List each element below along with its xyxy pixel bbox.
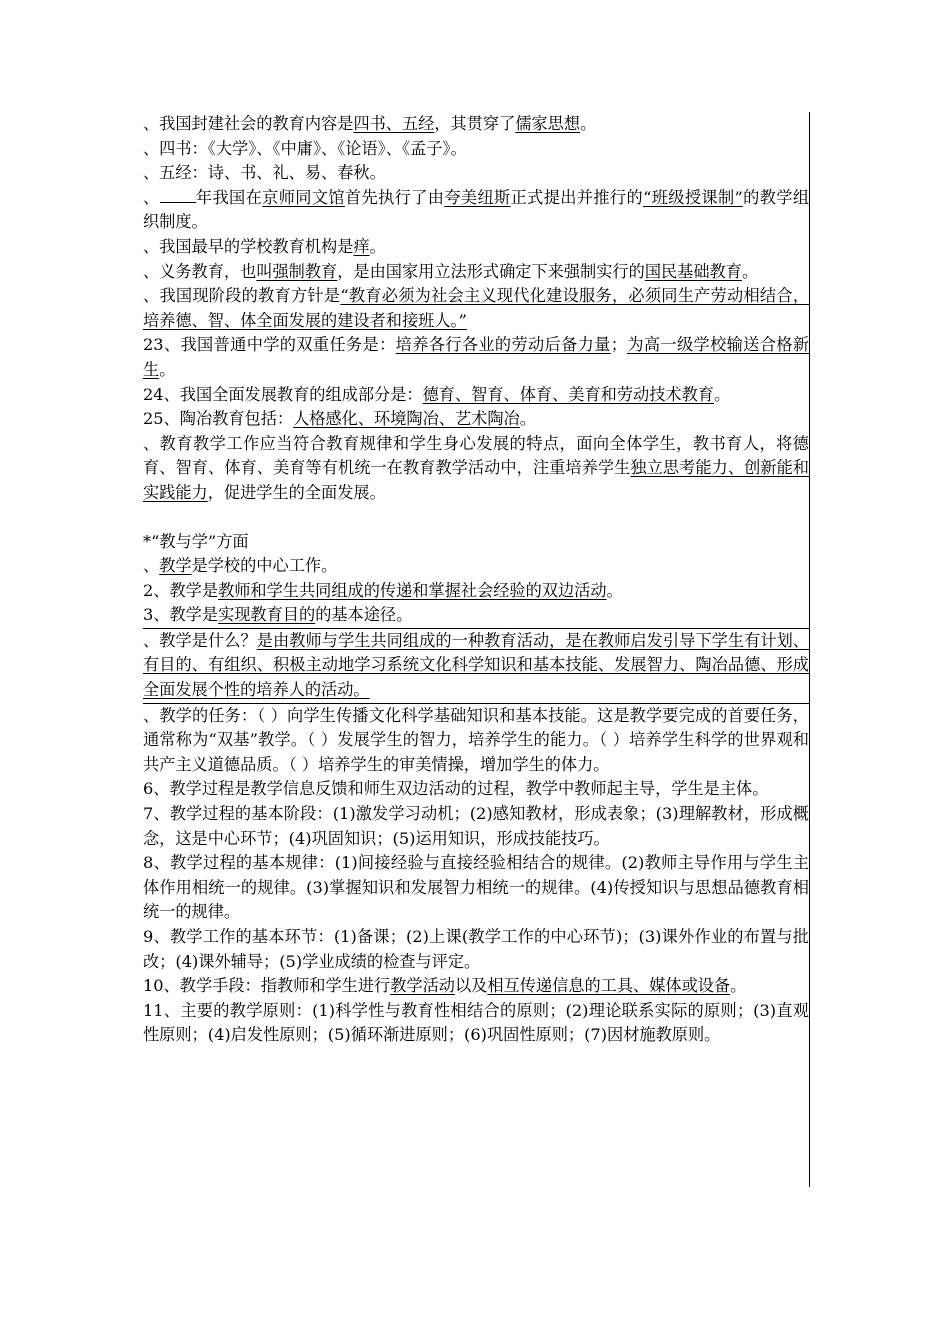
underlined-text: 国民基础教育	[644, 261, 742, 281]
paragraph	[143, 554, 809, 579]
text: 以及	[454, 976, 488, 996]
underlined-text: 为高一级学校输送合格新生	[143, 335, 810, 379]
underlined-text: 教师和学生共同组成的传递和掌握社会经验的双边活动	[218, 580, 607, 600]
underlined-text: 教学活动	[390, 976, 455, 996]
text: 年我国在	[195, 187, 263, 207]
spacer	[143, 506, 809, 530]
paragraph: 11、主要的教学原则：(1)科学性与教育性相结合的原则；(2)理论联系实际的原则；(3)直观性原则；(4)启发性原则；(5)循环渐进原则；(6)巩固性原则；(7)因材施教原则。	[143, 1000, 809, 1045]
underlined-text: 痒	[353, 236, 370, 256]
fill-blank	[160, 188, 196, 203]
text: ，促进学生的全面发展。	[207, 482, 386, 502]
text: 23、我国普通中学的双重任务是：	[143, 335, 396, 355]
paragraph: 8、教学过程的基本规律：(1)间接经验与直接经验相结合的规律。(2)教师主导作用与学生主体作用相统一的规律。(3)掌握知识和发展智力相统一的规律。(4)传授知识与思想品德教育相统一的规律。	[143, 853, 809, 922]
underlined-text: 叫强制教育	[256, 261, 338, 281]
text: 10、教学手段：指教师和学生进行	[143, 976, 391, 996]
text: 。	[606, 580, 623, 600]
text: 。	[159, 359, 176, 379]
underlined-text: 儒家思想	[515, 114, 581, 133]
underlined-text: 德育、智育、体育、美育和劳动技术教育	[422, 384, 714, 404]
text: 、我国现阶段的教育方针是	[143, 286, 341, 306]
text: 、教育教学工作应当符合教育规律和学生身心发展的特点，面向全体学生，教书育人，将德育、智育、体育、美育等有机统一在教育教学活动中，注重培养学生	[143, 433, 809, 478]
underlined-text: 独立思考能力、创新能和实践能力	[143, 458, 809, 502]
text: ，是由国家用立法形式确定下来强制实行的	[337, 261, 645, 281]
text: 的教学组织制度。	[143, 187, 810, 232]
paragraph	[143, 383, 809, 408]
underlined-text: 四书、五经	[353, 114, 435, 133]
underlined-text: 京师同文馆	[262, 187, 345, 207]
paragraph	[143, 260, 809, 285]
text: 是学校的中心工作。	[191, 556, 338, 576]
paragraph	[143, 432, 809, 506]
text: 的基本途径。	[315, 605, 413, 625]
underlined-text: “教育必须为社会主义现代化建设服务，必须同生产劳动相结合，培养德、智、体全面发展的建设者和接班人。”	[143, 286, 810, 330]
section-heading: *“教与学”方面	[143, 531, 249, 551]
text: ；	[610, 335, 627, 355]
underlined-text: 培养各行各业的劳动后备力量	[395, 335, 611, 355]
paragraph	[143, 579, 809, 604]
underlined-text: 人格感化、环境陶冶、艺术陶冶	[293, 409, 520, 429]
text: 。	[369, 236, 386, 256]
paragraph	[143, 284, 809, 333]
text: 、我国封建社会的教育内容是	[143, 114, 354, 133]
underlined-text: 是由教师与学生共同组成的一种教育活动，是在教师启发引导下学生有计划、有目的、有组织、积极主动地学习系统文化科学知识和基本技能、发展智力、陶冶品德、形成全面发展个性的培养人的活动。	[143, 630, 809, 700]
text: 正式提出并推行的	[510, 187, 644, 207]
text: 首先执行了由	[344, 187, 445, 207]
text: 。	[713, 384, 731, 404]
paragraph: 、教学的任务：（ ）向学生传播文化科学基础知识和基本技能。这是教学要完成的首要任务，通常称为“双基”教学。（ ）发展学生的智力，培养学生的能力。（ ）培养学生科学的世界观和共产主义道德品质。（ ）培养学生的审美情操，增加学生的体力。	[143, 705, 809, 774]
document-page	[143, 112, 810, 1187]
text: 2、教学是	[143, 580, 219, 600]
underlined-text: 实现教育目的	[218, 605, 316, 625]
text: 。	[580, 114, 597, 133]
text: 、	[143, 556, 160, 576]
underlined-text: 夸美纽斯	[444, 187, 511, 207]
paragraph	[143, 603, 809, 628]
text: 24、我国全面发展教育的组成部分是：	[143, 384, 423, 404]
paragraph: 7、教学过程的基本阶段：(1)激发学习动机；(2)感知教材，形成表象；(3)理解教材，形成概念，这是中心环节；(4)巩固知识；(5)运用知识，形成技能技巧。	[143, 804, 809, 848]
text: 、义务教育，也	[143, 261, 257, 281]
text: 、	[143, 187, 160, 207]
text: 、我国最早的学校教育机构是	[143, 236, 354, 256]
text: 3、教学是	[143, 605, 219, 625]
paragraph: 、五经：诗、书、礼、易、春秋。	[143, 163, 386, 183]
text: 。	[741, 261, 759, 281]
paragraph	[143, 235, 809, 260]
paragraph	[143, 628, 809, 704]
underlined-text: 相互传递信息的工具、媒体或设备	[487, 976, 731, 996]
paragraph	[143, 407, 809, 432]
underlined-text: “班级授课制”	[643, 187, 743, 207]
paragraph	[143, 186, 809, 235]
paragraph	[143, 112, 809, 137]
paragraph	[143, 333, 809, 382]
text: 25、陶冶教育包括：	[143, 409, 294, 429]
text: 。	[730, 976, 747, 996]
text: 、教学是什么？	[143, 630, 257, 650]
paragraph: 6、教学过程是教学信息反馈和师生双边活动的过程，教学中教师起主导，学生是主体。	[143, 779, 769, 799]
underlined-text: 教学	[159, 556, 192, 576]
text: 。	[519, 409, 536, 429]
text: ，其贯穿了	[434, 114, 516, 133]
paragraph: 9、教学工作的基本环节：(1)备课；(2)上课(教学工作的中心环节)；(3)课外作业的布置与批改；(4)课外辅导；(5)学业成绩的检查与评定。	[143, 927, 809, 971]
paragraph: 、四书：《大学》、《中庸》、《论语》、《孟子》。	[143, 138, 467, 158]
paragraph	[143, 974, 809, 999]
